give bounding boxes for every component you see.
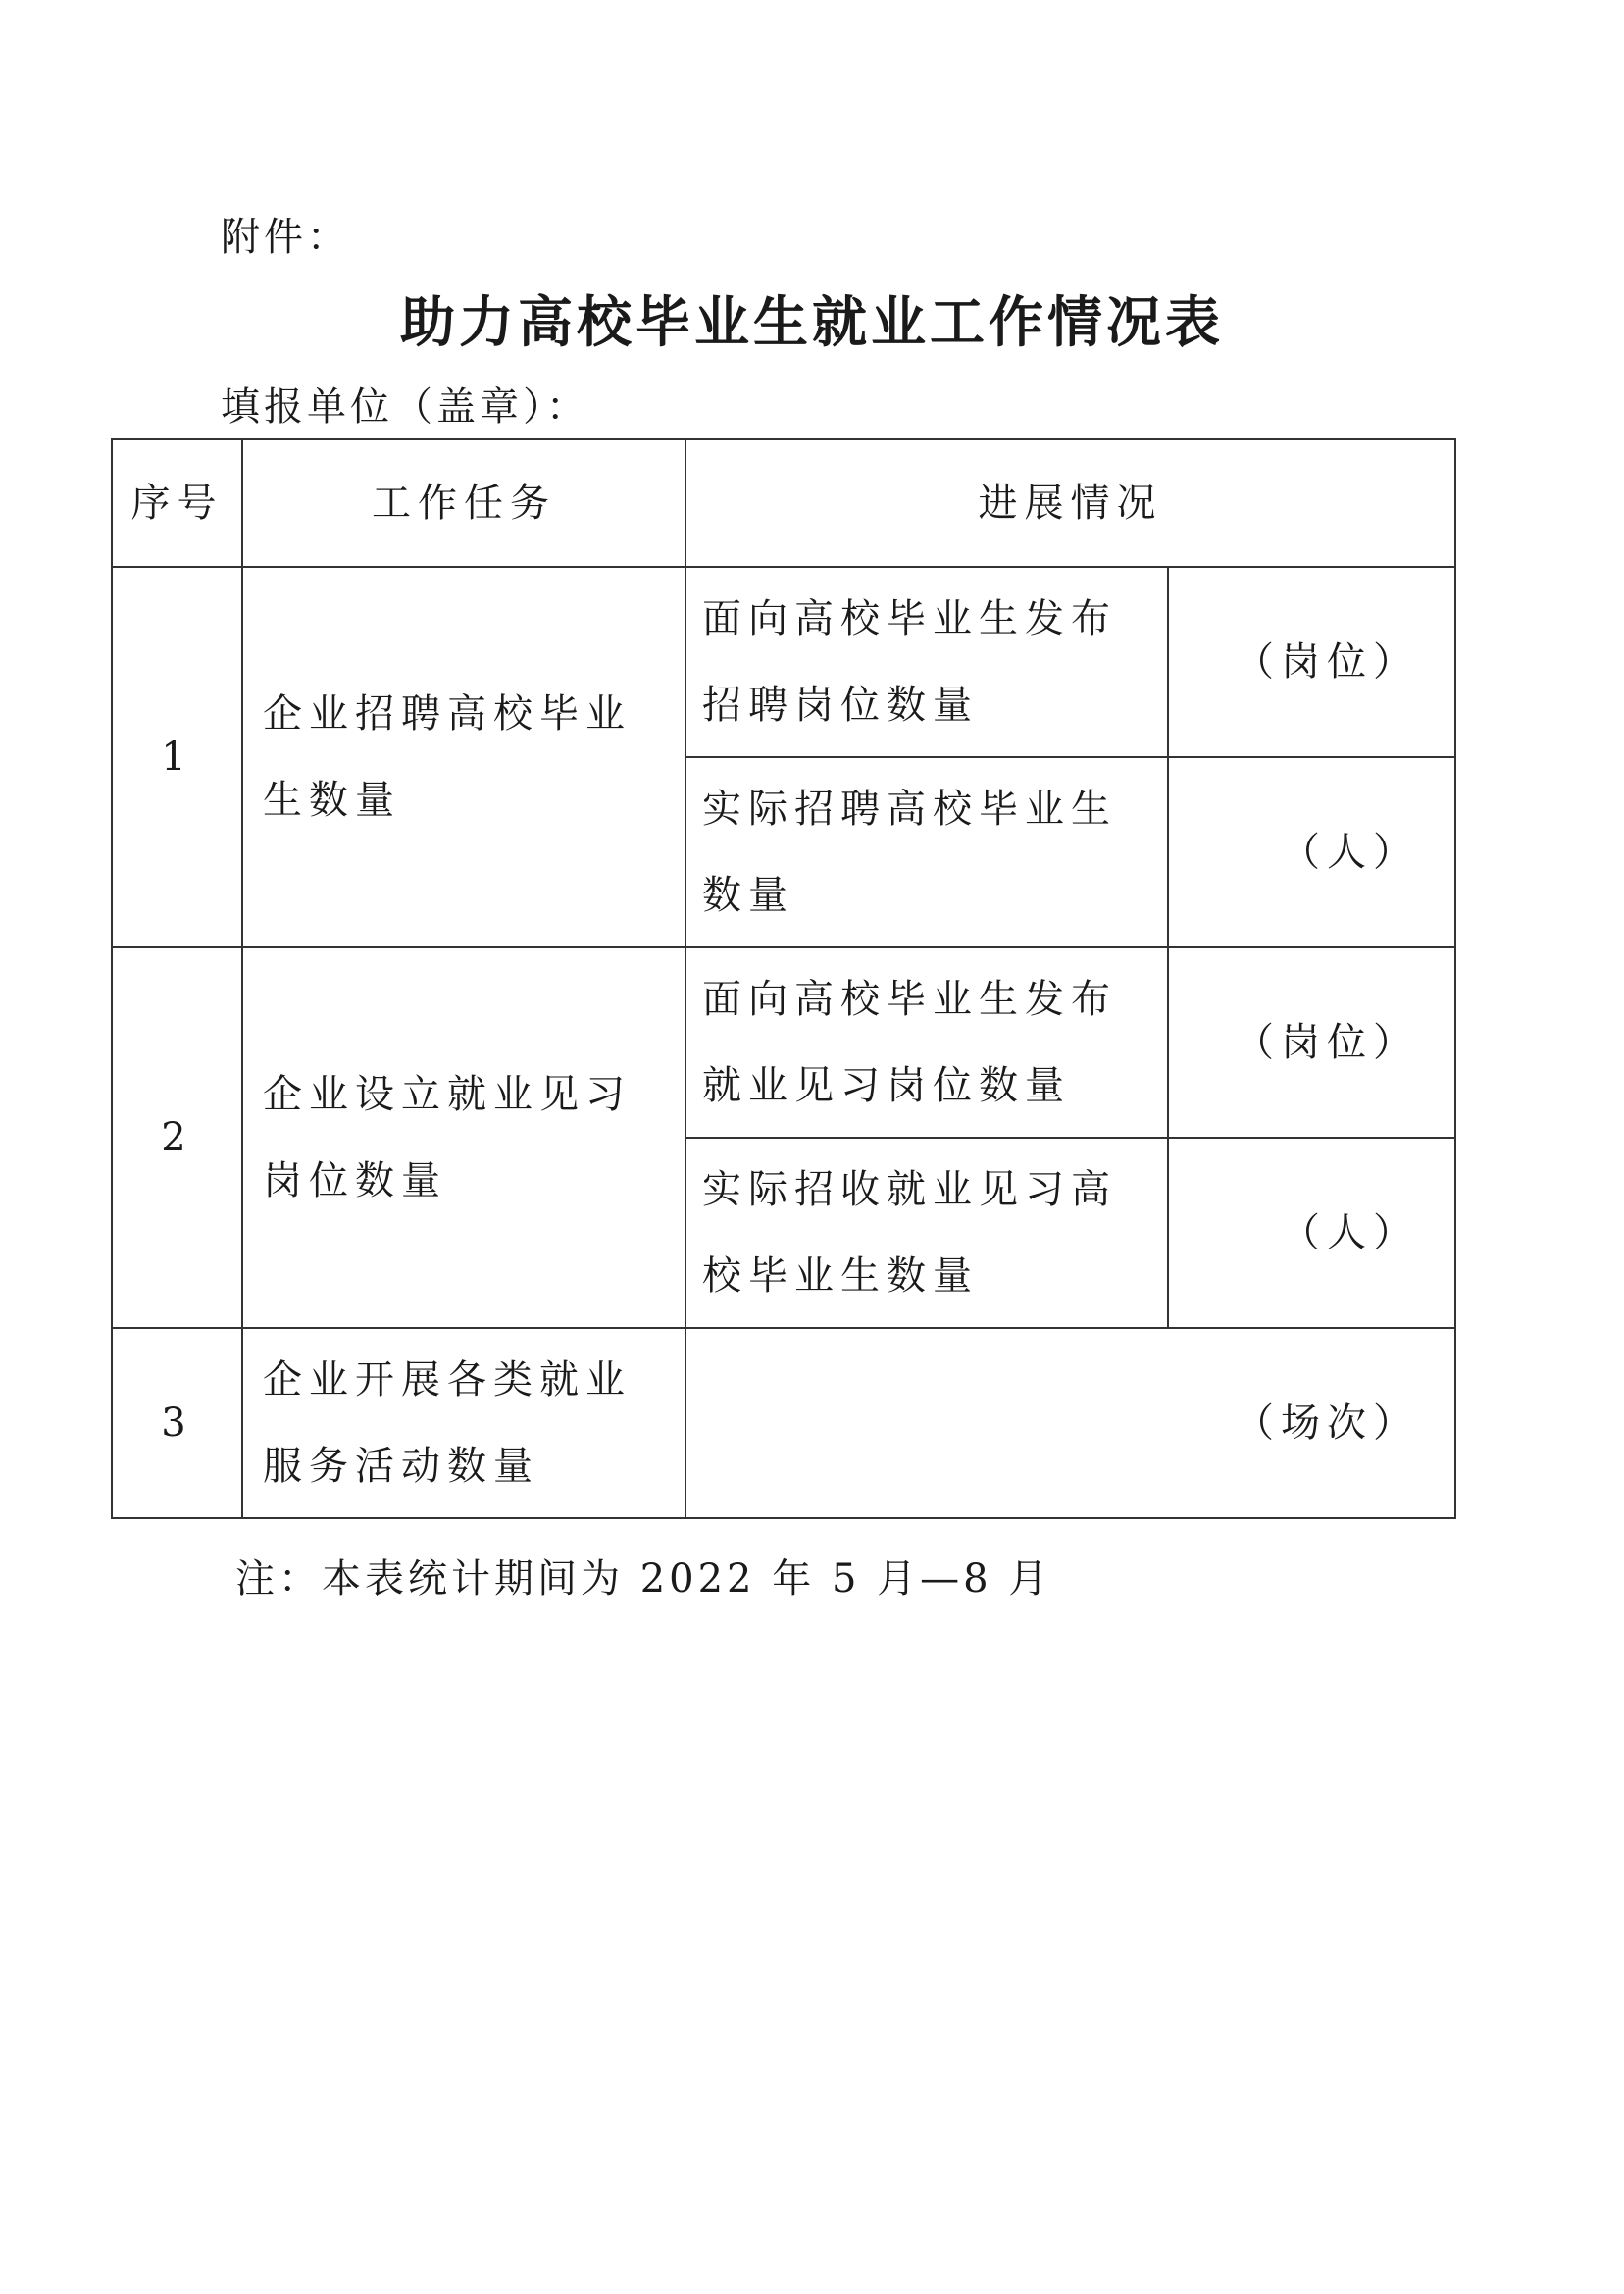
row-seq: 1 xyxy=(112,567,242,947)
table-row xyxy=(112,1328,1455,1518)
header-task: 工作任务 xyxy=(242,439,685,567)
row-seq: 2 xyxy=(112,947,242,1328)
table-header-row xyxy=(112,439,1455,567)
progress-item-label: 面向高校毕业生发布就业见习岗位数量 xyxy=(685,947,1168,1138)
row-seq: 3 xyxy=(112,1328,242,1518)
attachment-label: 附件： xyxy=(221,215,350,260)
fill-unit-label: 填报单位（盖章）： xyxy=(221,384,589,430)
document-title: 助力高校毕业生就业工作情况表 xyxy=(400,290,1224,355)
progress-item-value: （岗位） xyxy=(1168,947,1455,1138)
row-task: 企业设立就业见习岗位数量 xyxy=(242,947,685,1328)
report-table xyxy=(111,438,1456,1519)
progress-item-label: 面向高校毕业生发布招聘岗位数量 xyxy=(685,567,1168,757)
progress-item-value: （场次） xyxy=(685,1328,1455,1518)
progress-item-value: （人） xyxy=(1168,1138,1455,1328)
header-progress: 进展情况 xyxy=(685,439,1455,567)
table-row xyxy=(112,947,1455,1138)
progress-item-label: 实际招收就业见习高校毕业生数量 xyxy=(685,1138,1168,1328)
row-task: 企业招聘高校毕业生数量 xyxy=(242,567,685,947)
table-row xyxy=(112,567,1455,757)
header-seq: 序号 xyxy=(112,439,242,567)
progress-item-label: 实际招聘高校毕业生数量 xyxy=(685,757,1168,947)
progress-item-value: （人） xyxy=(1168,757,1455,947)
footnote: 注：本表统计期间为 2022 年 5 月—8 月 xyxy=(235,1556,1052,1602)
progress-item-value: （岗位） xyxy=(1168,567,1455,757)
row-task: 企业开展各类就业服务活动数量 xyxy=(242,1328,685,1518)
